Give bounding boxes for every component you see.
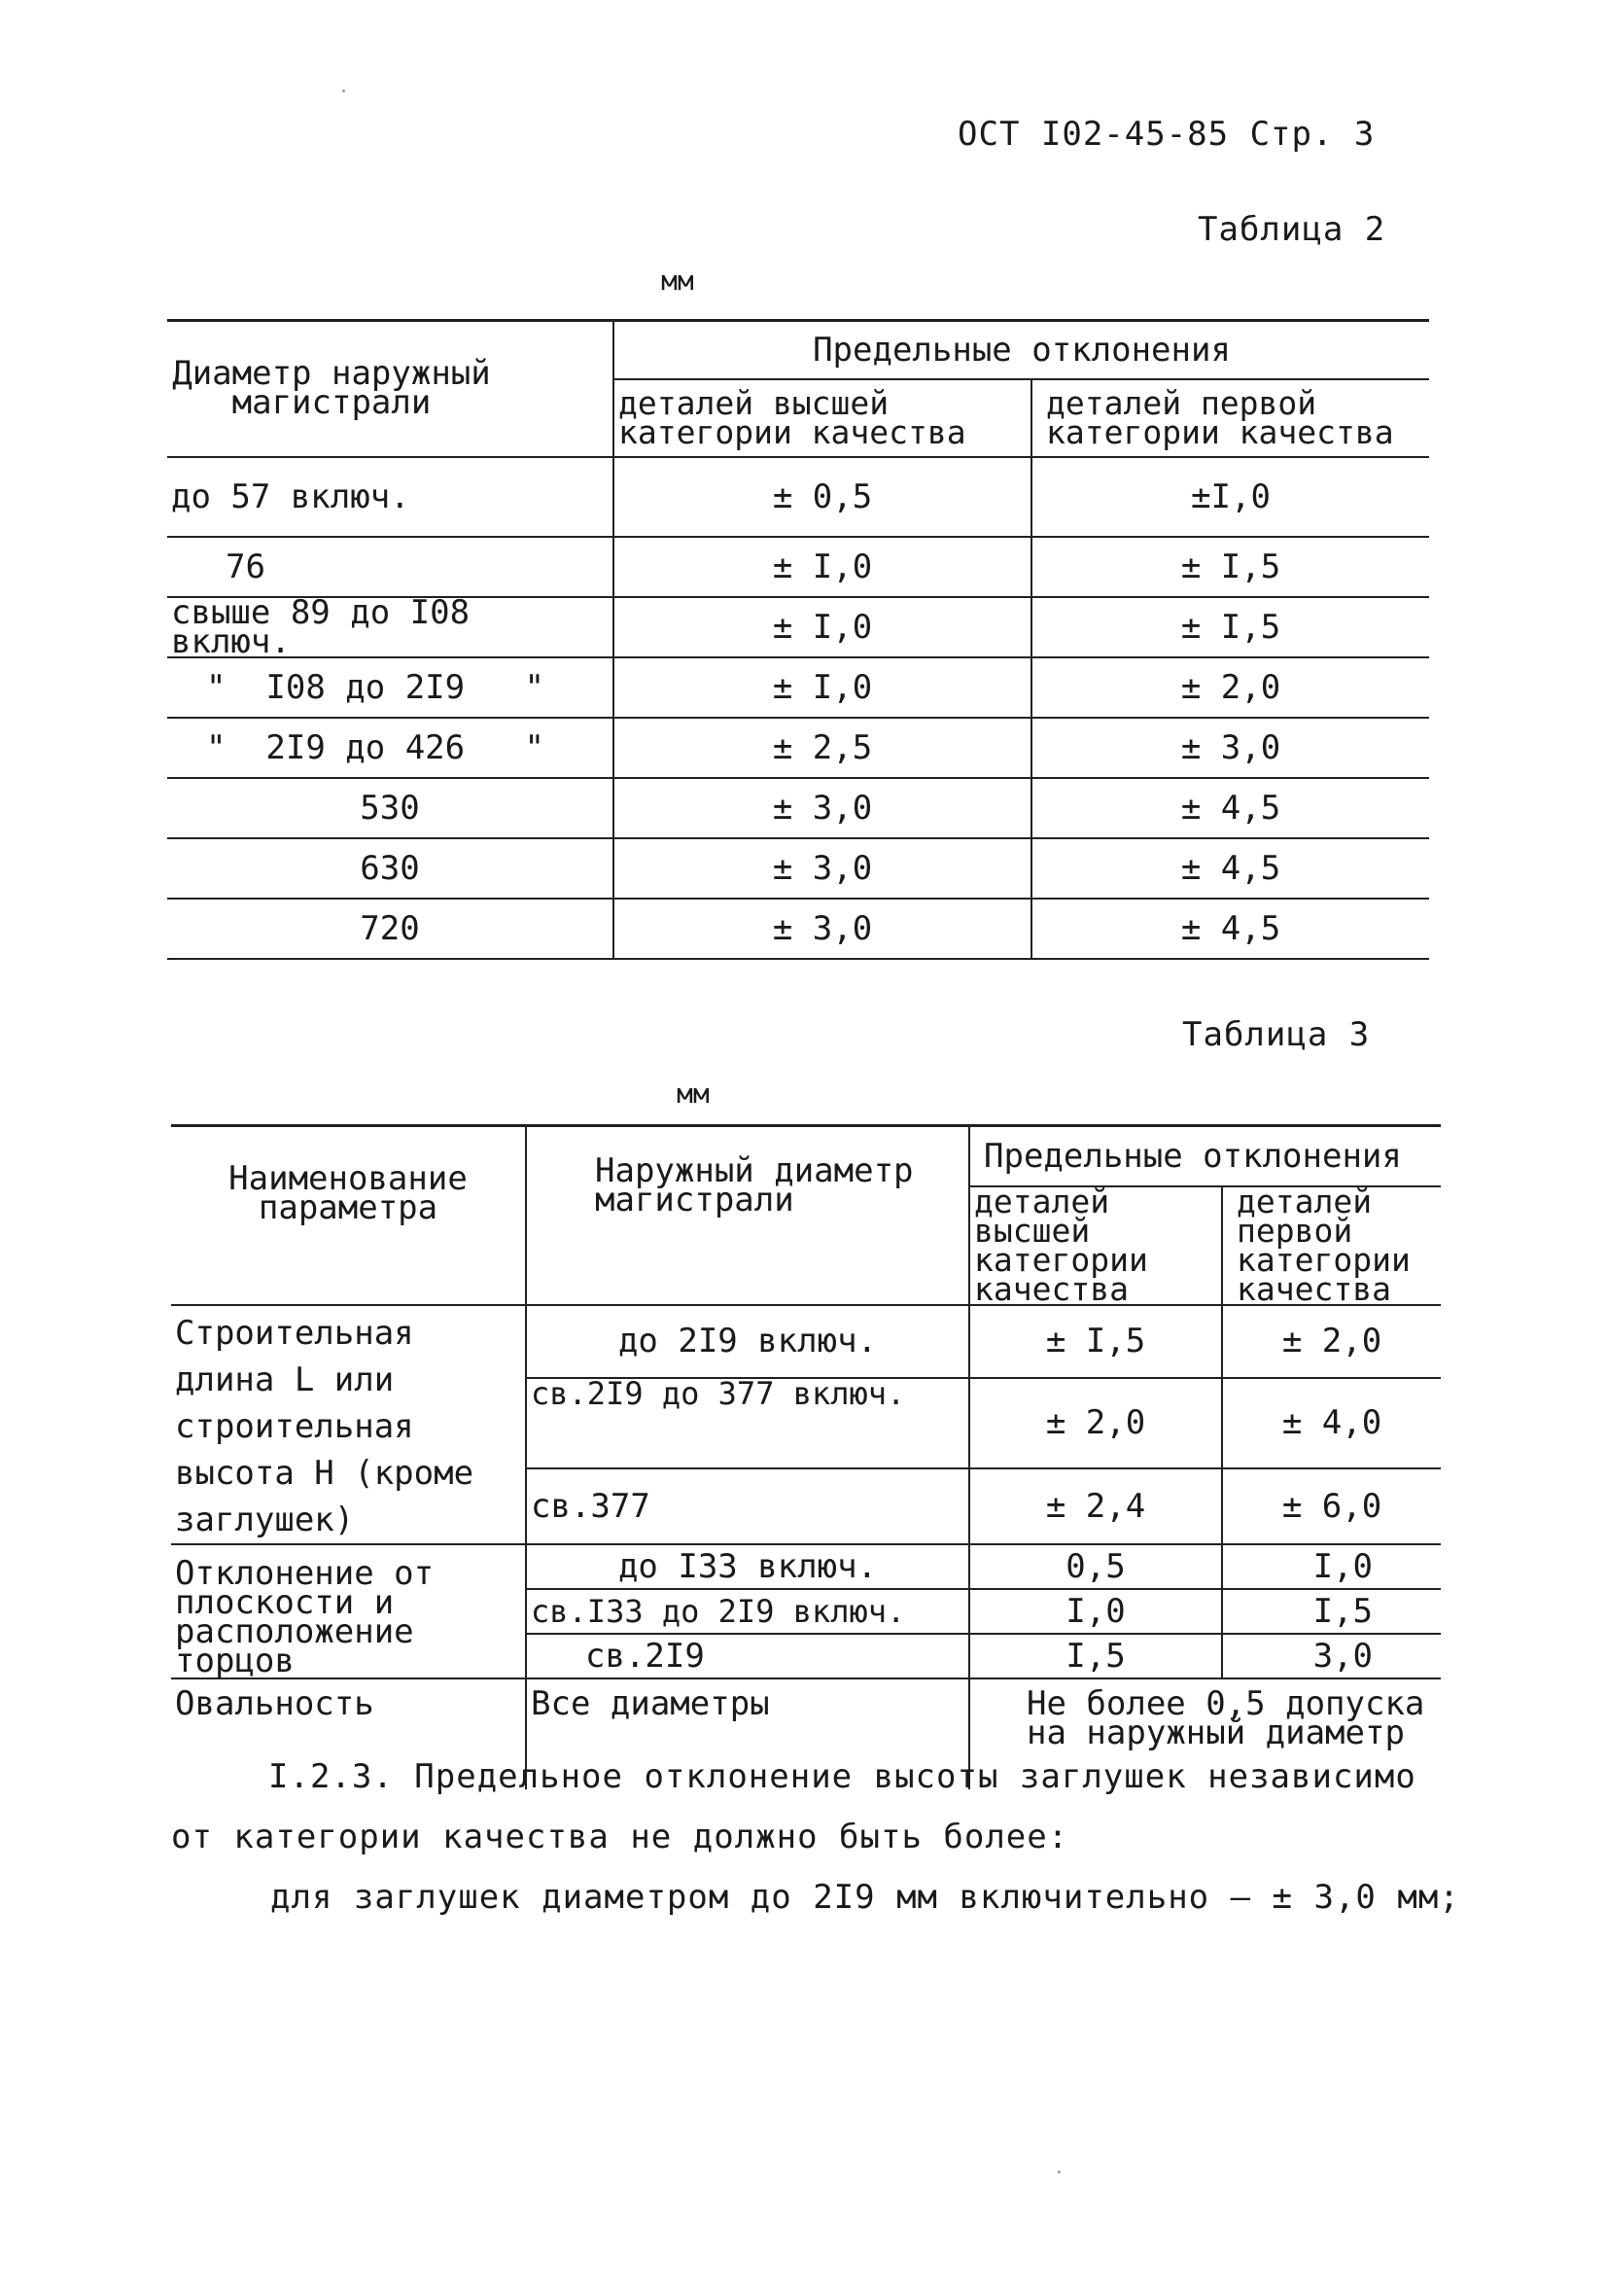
table-row <box>167 778 1429 838</box>
table3-first-value: I,5 <box>1222 1589 1441 1634</box>
table3-unit: мм <box>677 1077 710 1110</box>
table-row <box>167 657 1429 718</box>
table2-first-value: ± 4,5 <box>1031 838 1429 899</box>
table2-first-value: ± 3,0 <box>1031 718 1429 778</box>
table3-group-header: Предельные отклонения <box>969 1126 1441 1186</box>
table3-first-value: ± 4,0 <box>1222 1378 1441 1468</box>
table3-caption: Таблица 3 <box>1182 1015 1371 1054</box>
table2-first-value: ±I,0 <box>1031 457 1429 537</box>
table3-high-header: деталей высшей категории качества <box>969 1186 1222 1305</box>
table2-high-value: ± I,0 <box>613 537 1031 597</box>
table3 <box>171 1124 1441 1789</box>
table-row <box>167 718 1429 778</box>
table2-param-header: Диаметр наружный магистрали <box>167 321 613 457</box>
table2-first-value: ± 4,5 <box>1031 899 1429 959</box>
table3-high-value: ± I,5 <box>969 1305 1222 1379</box>
paragraph-1-2-3: I.2.3. Предельное отклонение высоты заглушек независимо от категории качества не должно быть более: <box>171 1757 1416 1856</box>
table2-diameter: " 2I9 до 426 " <box>167 718 613 778</box>
paragraph-plug-deviation: для заглушек диаметром до 2I9 мм включительно – ± 3,0 мм; <box>270 1878 1460 1917</box>
table2-diameter: 530 <box>167 778 613 838</box>
table-row <box>167 838 1429 899</box>
table2-high-header: деталей высшей категории качества <box>613 379 1031 457</box>
table3-high-value: ± 2,4 <box>969 1468 1222 1544</box>
table2-high-value: ± I,0 <box>613 597 1031 657</box>
table2-high-value: ± 3,0 <box>613 899 1031 959</box>
table2-high-value: ± 2,5 <box>613 718 1031 778</box>
table3-param-name: Отклонение от плоскости и расположение торцов <box>171 1544 526 1678</box>
table3-high-value: I,5 <box>969 1634 1222 1678</box>
table-row <box>171 1544 1441 1589</box>
table-row <box>167 457 1429 537</box>
table3-param-name: Овальность <box>171 1678 526 1789</box>
table3-diameter: св.377 <box>526 1468 969 1544</box>
table2-diameter: до 57 включ. <box>167 457 613 537</box>
table3-high-value: I,0 <box>969 1589 1222 1634</box>
table2-high-value: ± 3,0 <box>613 838 1031 899</box>
table3-first-value: I,0 <box>1222 1544 1441 1589</box>
table3-ovality-value: Не более 0,5 допуска на наружный диаметр <box>969 1678 1441 1789</box>
table2-first-value: ± I,5 <box>1031 597 1429 657</box>
table3-diameter: до 2I9 включ. <box>526 1305 969 1379</box>
table2-group-header: Предельные отклонения <box>613 321 1429 379</box>
table2 <box>167 319 1429 960</box>
table3-first-value: ± 6,0 <box>1222 1468 1441 1544</box>
table2-high-value: ± I,0 <box>613 657 1031 718</box>
table3-param-name: Строительная длина L или строительная высота Н (кроме заглушек) <box>171 1305 526 1544</box>
table2-first-value: ± 2,0 <box>1031 657 1429 718</box>
table3-first-value: ± 2,0 <box>1222 1305 1441 1379</box>
table2-high-value: ± 0,5 <box>613 457 1031 537</box>
table3-first-header: деталей первой категории качества <box>1222 1186 1441 1305</box>
table3-diameter: до I33 включ. <box>526 1544 969 1589</box>
table2-first-value: ± I,5 <box>1031 537 1429 597</box>
table2-caption: Таблица 2 <box>1198 210 1386 249</box>
page-header: ОСТ I02-45-85 Стр. 3 <box>958 115 1376 154</box>
scan-speck <box>1058 2171 1061 2173</box>
table2-diameter: свыше 89 до I08 включ. <box>167 597 613 657</box>
table-row <box>167 537 1429 597</box>
table2-unit: мм <box>661 265 694 297</box>
table3-diameter: Все диаметры <box>526 1678 969 1789</box>
table2-high-value: ± 3,0 <box>613 778 1031 838</box>
table3-diameter: св.2I9 <box>526 1634 969 1678</box>
table3-diameter: св.2I9 до 377 включ. <box>526 1378 969 1468</box>
table2-first-value: ± 4,5 <box>1031 778 1429 838</box>
table2-diameter: 630 <box>167 838 613 899</box>
table3-diameter: св.I33 до 2I9 включ. <box>526 1589 969 1634</box>
table-row <box>167 899 1429 959</box>
table2-first-header: деталей первой категории качества <box>1031 379 1429 457</box>
table-row <box>167 597 1429 657</box>
table3-name-header: Наименование параметра <box>171 1126 526 1305</box>
table3-high-value: 0,5 <box>969 1544 1222 1589</box>
table2-diameter: 76 <box>167 537 613 597</box>
table3-diameter-header: Наружный диаметр магистрали <box>526 1126 969 1305</box>
table3-high-value: ± 2,0 <box>969 1378 1222 1468</box>
table-row <box>171 1305 1441 1379</box>
scan-speck <box>342 89 345 92</box>
table3-first-value: 3,0 <box>1222 1634 1441 1678</box>
table2-diameter: 720 <box>167 899 613 959</box>
table2-diameter: " I08 до 2I9 " <box>167 657 613 718</box>
